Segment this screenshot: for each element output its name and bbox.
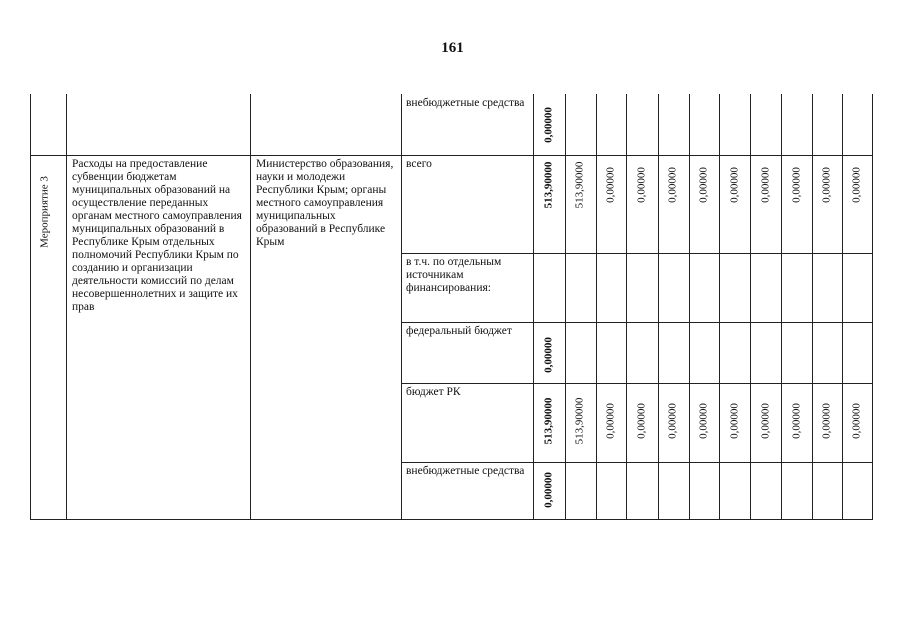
row-breakdown-source: в т.ч. по отдельным источникам финансирования:	[406, 256, 502, 294]
row-extrabudget-sum: 0,00000	[542, 472, 555, 508]
row-rk-year-10: 0,00000	[850, 403, 863, 439]
row-total-year-9: 0,00000	[820, 167, 833, 203]
row-total-year-1: 513,90000	[573, 161, 586, 209]
row-total-year-8: 0,00000	[790, 167, 803, 203]
top-source-label: внебюджетные средства	[406, 97, 525, 109]
row-total-year-3: 0,00000	[635, 167, 648, 203]
row-extrabudget-source: внебюджетные средства	[406, 465, 525, 477]
row-total-source: всего	[406, 158, 432, 170]
row-total-year-4: 0,00000	[666, 167, 679, 203]
row-rk-year-6: 0,00000	[728, 403, 741, 439]
row-rk-year-1: 513,90000	[573, 397, 586, 445]
row-rk-sum: 513,90000	[542, 397, 555, 445]
row-total-year-10: 0,00000	[850, 167, 863, 203]
row-total-year-6: 0,00000	[728, 167, 741, 203]
row-rk-year-3: 0,00000	[635, 403, 648, 439]
row-rk-year-7: 0,00000	[759, 403, 772, 439]
row-total-year-5: 0,00000	[697, 167, 710, 203]
row-rk-year-9: 0,00000	[820, 403, 833, 439]
row-rk-year-2: 0,00000	[604, 403, 617, 439]
top-total-value: 0,00000	[542, 107, 555, 143]
row-total-year-2: 0,00000	[604, 167, 617, 203]
measure-label: Мероприятие 3	[38, 176, 51, 248]
row-federal-sum: 0,00000	[542, 337, 555, 373]
row-rk-year-5: 0,00000	[697, 403, 710, 439]
row-rk-source: бюджет РК	[406, 386, 461, 398]
page-number: 161	[441, 40, 464, 56]
row-total-sum: 513,90000	[542, 161, 555, 209]
row-total-year-7: 0,00000	[759, 167, 772, 203]
measure-executors: Министерство образования, науки и молодежи Республики Крым; органы местного самоуправления муниципальных образований в Республике Крым	[256, 158, 394, 248]
row-rk-year-8: 0,00000	[790, 403, 803, 439]
row-rk-year-4: 0,00000	[666, 403, 679, 439]
row-federal-source: федеральный бюджет	[406, 325, 512, 337]
measure-description: Расходы на предоставление субвенции бюджетам муниципальных образований на осуществление переданных органам местного самоуправления муниципальных образований в Республике Крым отдельных полномочий Республики Крым по созданию и организации деятельности комиссий по делам несовершеннолетних и защите их прав	[72, 158, 242, 313]
